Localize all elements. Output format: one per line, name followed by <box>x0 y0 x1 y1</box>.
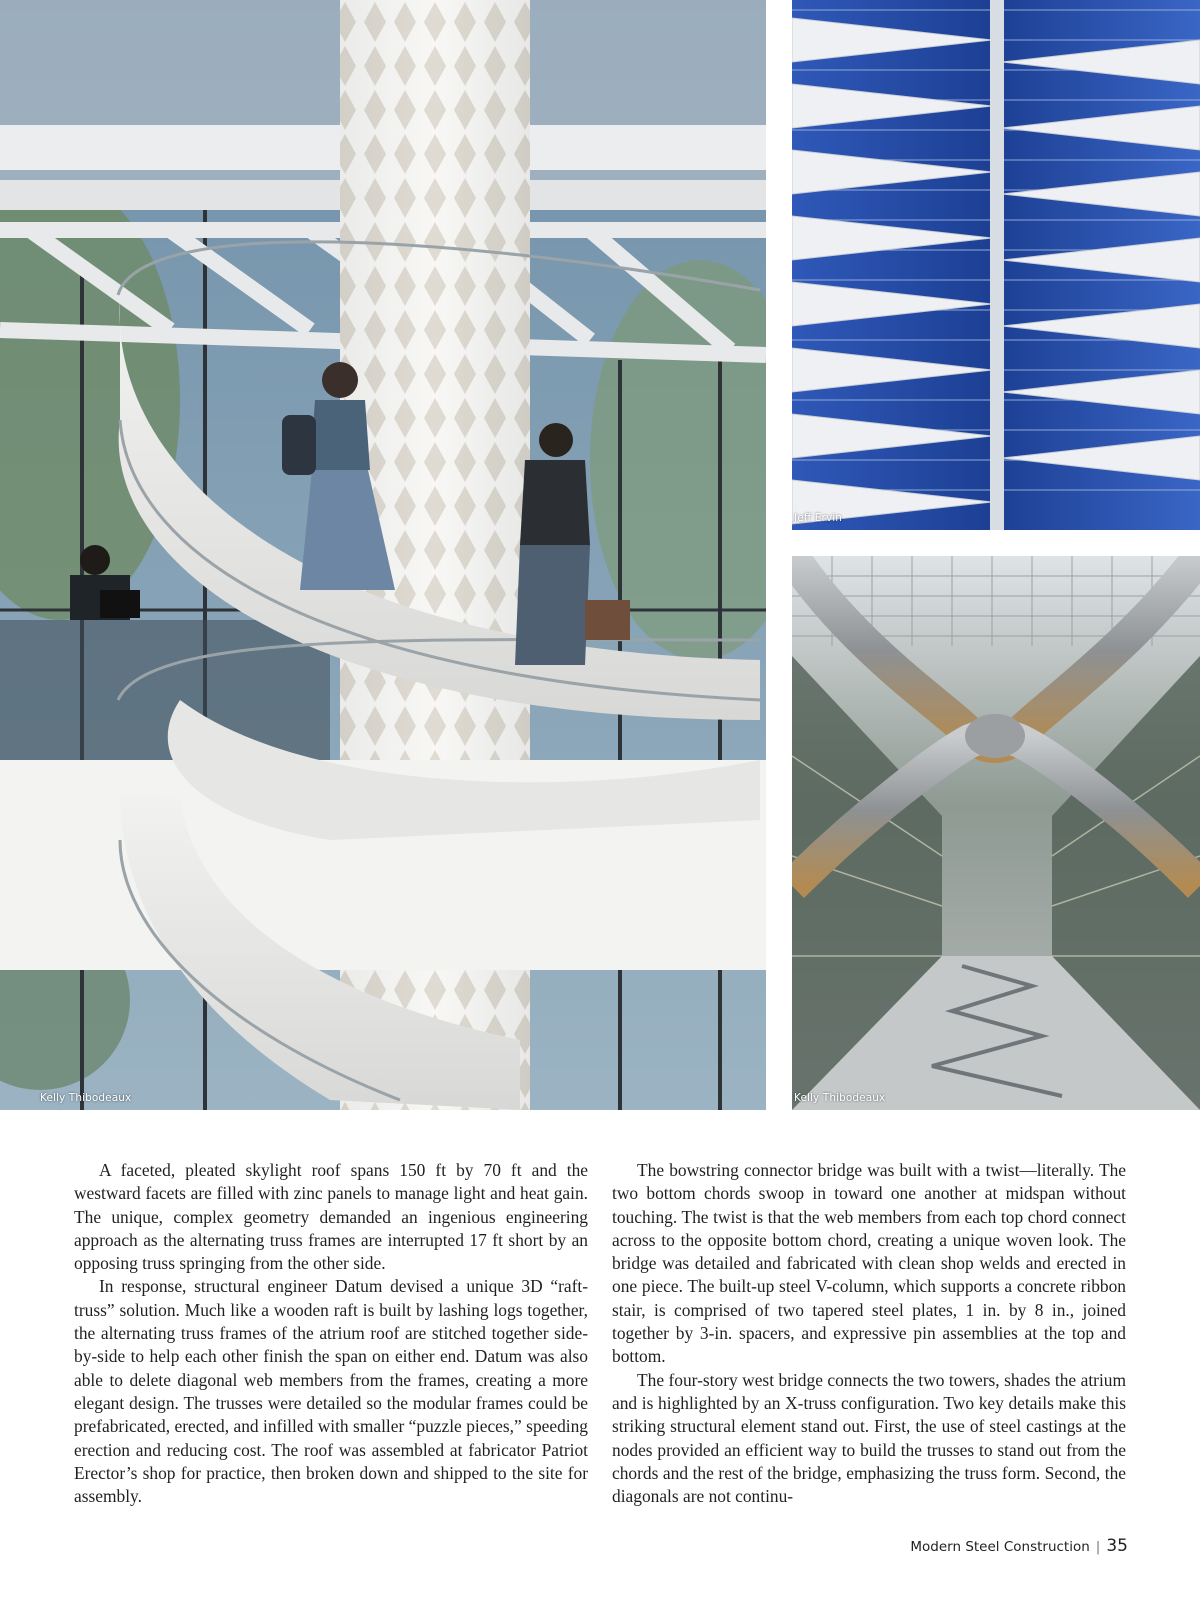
photo-credit-bridge: Kelly Thibodeaux <box>794 1092 886 1104</box>
photo-x-truss-bridge <box>792 556 1200 1110</box>
footer-separator: | <box>1095 1539 1101 1555</box>
paragraph: The bowstring connector bridge was built with a twist—literally. The two bottom chords swoop in toward one another at midspan without touching. The twist is that the web members from each top chord connect across to the opposite bottom chord, creating a unique woven look. The bridge was detailed and fabricated with clean shop welds and erected in one piece. The built-up steel V-column, which supports a concrete ribbon stair, is comprised of two tapered steel plates, 1 in. by 8 in., joined together by 3-in. spacers, and expressive pin assemblies at the top and bottom. <box>612 1160 1126 1367</box>
photo-skylight-roof <box>792 0 1200 530</box>
photo-credit-skylight: Jeff Ervin <box>794 512 843 524</box>
photo-spiral-staircase <box>0 0 766 1110</box>
staircase-illustration <box>0 0 766 1110</box>
paragraph: A faceted, pleated skylight roof spans 150 ft by 70 ft and the westward facets are filled with zinc panels to manage light and heat gain. The unique, complex geometry demanded an ingenious engineering approach as the alternating truss frames are interrupted 17 ft short by an opposing truss springing from the other side. <box>74 1160 588 1274</box>
page-number: 35 <box>1106 1536 1128 1556</box>
paragraph: The four-story west bridge connects the two towers, shades the atrium and is highlighted by an X-truss configuration. Two key details make this striking structural element stand out. First, the use of steel castings at the nodes provided an efficient way to build the trusses to stand out from the chords and the rest of the bridge, emphasizing the truss form. Second, the diagonals are not continu- <box>612 1369 1126 1507</box>
bridge-illustration <box>792 556 1200 1110</box>
photo-credit-main: Kelly Thibodeaux <box>40 1092 132 1104</box>
publication-name: Modern Steel Construction <box>910 1539 1090 1555</box>
article-column-left <box>74 1159 588 1508</box>
skylight-illustration <box>792 0 1200 530</box>
page-footer <box>910 1536 1128 1556</box>
paragraph: In response, structural engineer Datum devised a unique 3D “raft-truss” solution. Much like a wooden raft is built by lashing logs together, the alternating truss frames of the atrium roof are stitched together side-by-side to help each other finish the span on either end. Datum was also able to delete diagonal web members from the frames, creating a more elegant design. The trusses were detailed so the modular frames could be prefabricated, erected, and infilled with smaller “puzzle pieces,” speeding erection and reducing cost. The roof was assembled at fabricator Patriot Erector’s shop for practice, then broken down and shipped to the site for assembly. <box>74 1276 588 1507</box>
article-column-right <box>612 1159 1126 1508</box>
